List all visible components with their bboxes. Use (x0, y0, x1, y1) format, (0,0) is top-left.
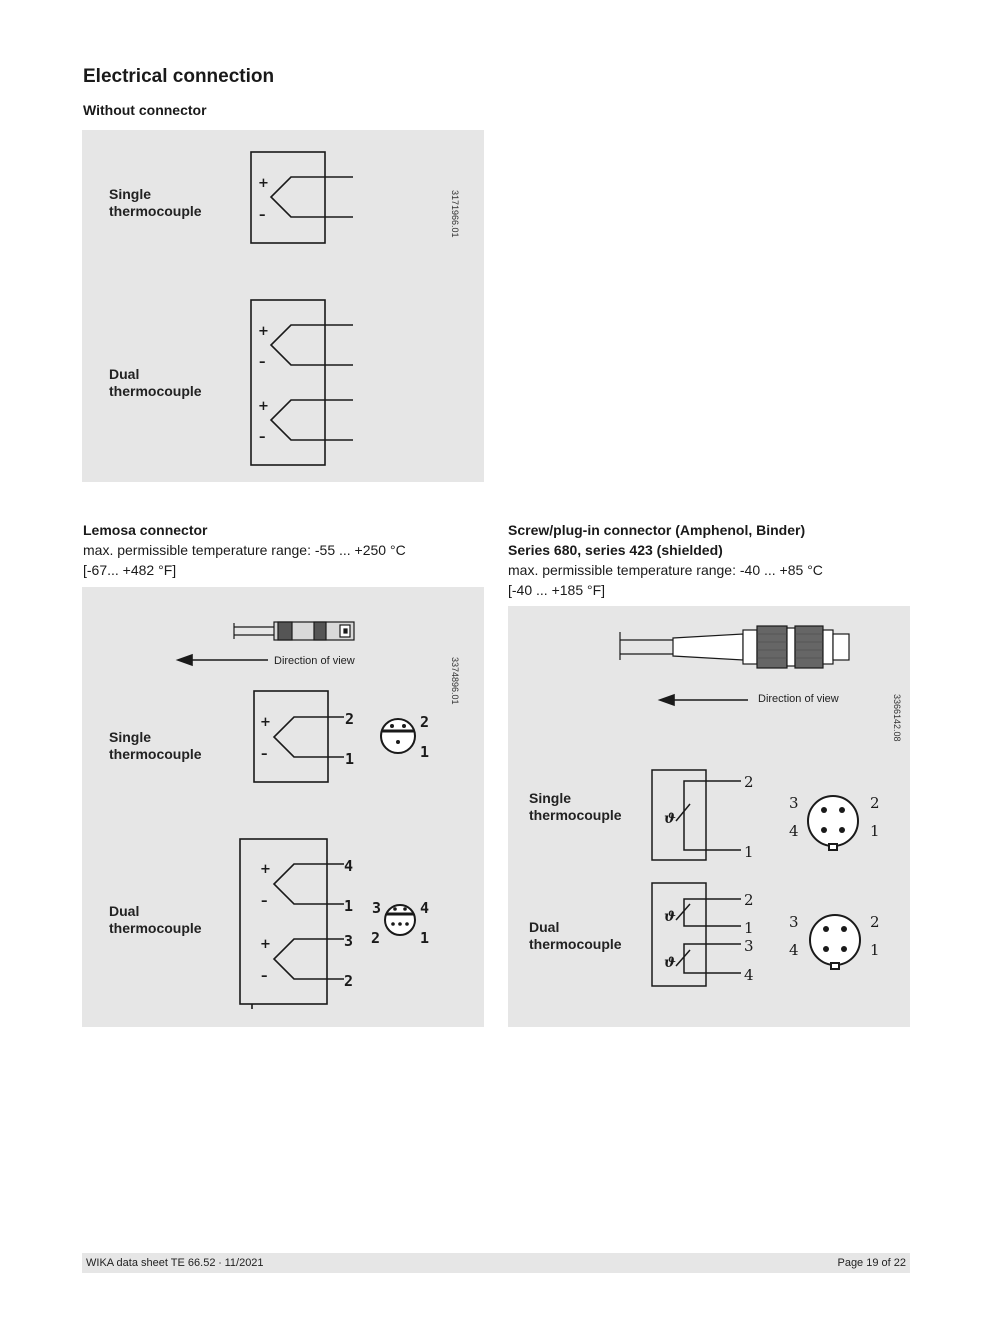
svg-text:–: – (259, 208, 266, 223)
page-title: Electrical connection (83, 66, 275, 87)
face-pin-label: 1 (870, 822, 880, 840)
pin-label: 2 (345, 710, 355, 728)
single-thermocouple-label: Single thermocouple (109, 729, 202, 762)
face-pin-label: 2 (371, 929, 381, 947)
section-heading-lemosa: Lemosa connector (83, 522, 208, 538)
panel-without-connector (82, 130, 484, 482)
single-thermocouple-label: Single thermocouple (529, 790, 622, 823)
direction-of-view-label: Direction of view (758, 693, 839, 705)
svg-text:–: – (261, 894, 268, 909)
dual-thermocouple-label: Dual thermocouple (109, 366, 202, 399)
screw-range-fahrenheit: [-40 ... +185 °F] (508, 582, 606, 598)
svg-text:–: – (259, 355, 266, 370)
face-pin-label: 1 (420, 929, 430, 947)
svg-text:ϑ: ϑ (664, 811, 676, 827)
pin-label: 2 (744, 773, 754, 791)
drawing-code: 3366142.08 (892, 694, 902, 742)
svg-text:+: + (258, 399, 269, 414)
screw-single-face (808, 796, 858, 850)
svg-text:ϑ: ϑ (664, 909, 676, 925)
pin-label: 1 (744, 919, 754, 937)
pin-label: 2 (744, 891, 754, 909)
without-connector-diagram (82, 130, 484, 482)
drawing-code: 3171966.01 (450, 190, 460, 238)
pin-label: 2 (344, 972, 354, 990)
svg-text:–: – (259, 430, 266, 445)
lemosa-range-fahrenheit: [-67... +482 °F] (83, 562, 177, 578)
lemosa-diagram (82, 587, 484, 1027)
section-heading-without-connector: Without connector (83, 102, 207, 118)
direction-arrow (178, 655, 268, 665)
face-pin-label: 3 (789, 913, 799, 931)
svg-text:+: + (260, 715, 271, 730)
screw-plug-drawing (620, 626, 849, 668)
face-pin-label: 3 (372, 899, 382, 917)
pin-label: 1 (344, 897, 354, 915)
pin-label: 4 (744, 966, 754, 984)
dual-thermocouple-label: Dual thermocouple (109, 903, 202, 936)
face-pin-label: 4 (789, 941, 799, 959)
lemosa-plug-drawing (234, 622, 354, 640)
screw-diagram (508, 606, 910, 1027)
face-pin-label: 3 (789, 794, 799, 812)
direction-of-view-label: Direction of view (274, 655, 355, 667)
svg-text:+: + (260, 862, 271, 877)
page-footer (82, 1253, 910, 1273)
footer-page-number: Page 19 of 22 (837, 1257, 906, 1269)
face-pin-label: 1 (420, 743, 430, 761)
svg-text:–: – (261, 969, 268, 984)
footer-document-id: WIKA data sheet TE 66.52 ∙ 11/2021 (86, 1257, 264, 1269)
section-subheading-series: Series 680, series 423 (shielded) (508, 542, 723, 558)
face-pin-label: 4 (420, 899, 430, 917)
pin-label: 1 (345, 750, 355, 768)
face-pin-label: 2 (420, 713, 430, 731)
screw-range-celsius: max. permissible temperature range: -40 ... +85 °C (508, 562, 823, 578)
panel-lemosa-connector (82, 587, 484, 1027)
svg-text:+: + (260, 937, 271, 952)
face-pin-label: 2 (870, 913, 880, 931)
lemosa-range-celsius: max. permissible temperature range: -55 ... +250 °C (83, 542, 406, 558)
direction-arrow (660, 695, 748, 705)
svg-text:+: + (258, 324, 269, 339)
dual-thermocouple-label: Dual thermocouple (529, 919, 622, 952)
section-heading-screw-connector: Screw/plug-in connector (Amphenol, Binder) (508, 522, 806, 538)
face-pin-label: 1 (870, 941, 880, 959)
svg-text:+: + (258, 176, 269, 191)
pin-label: 3 (744, 937, 754, 955)
drawing-code: 3374896.01 (450, 657, 460, 705)
svg-text:ϑ: ϑ (664, 955, 676, 971)
panel-screw-connector (508, 606, 910, 1027)
svg-text:–: – (261, 747, 268, 762)
lemosa-dual-face (385, 905, 415, 935)
lemosa-single-face (381, 719, 415, 753)
pin-label: 3 (344, 932, 354, 950)
single-thermocouple-label: Single thermocouple (109, 186, 202, 219)
screw-dual-face (810, 915, 860, 969)
pin-label: 1 (744, 843, 754, 861)
pin-label: 4 (344, 857, 354, 875)
face-pin-label: 4 (789, 822, 799, 840)
face-pin-label: 2 (870, 794, 880, 812)
